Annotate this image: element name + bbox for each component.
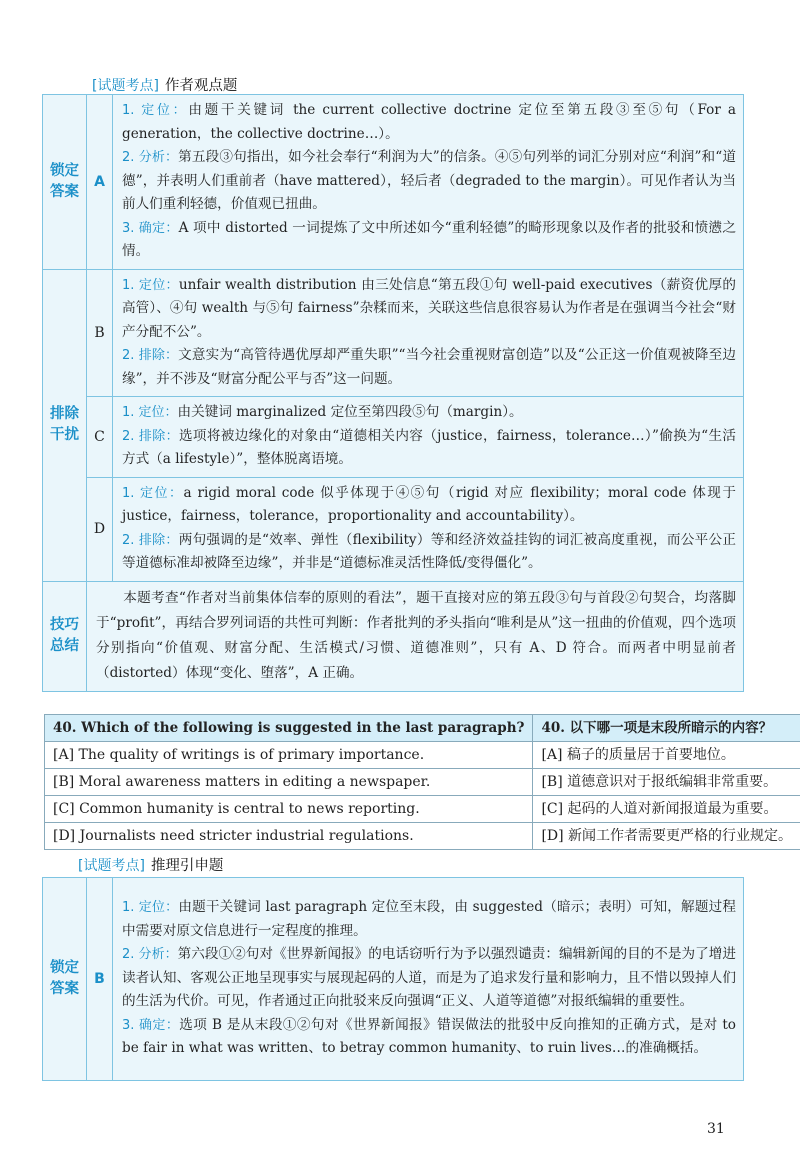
exclude-category: 排除干扰 bbox=[43, 269, 87, 581]
skill-category: 技巧总结 bbox=[43, 581, 87, 691]
section2-analysis-table bbox=[42, 877, 744, 1081]
exclude-row-b bbox=[43, 269, 744, 397]
exclude-body-b bbox=[113, 269, 744, 397]
option-a-en: [A] The quality of writings is of primary importance. bbox=[45, 742, 533, 769]
exclude-body-c bbox=[113, 397, 744, 478]
lock-step-3: 3. 确定：A 项中 distorted 一词提炼了文中所述如今“重利轻德”的畸形现象以及作者的批驳和愤懑之情。 bbox=[122, 219, 736, 259]
exclude-option-c: C bbox=[87, 397, 113, 478]
exclude-body-d bbox=[113, 477, 744, 581]
exclude-c-step-1: 1. 定位：由关键词 marginalized 定位至第四段⑤句（margin）。 bbox=[122, 404, 523, 420]
section2-tag-text: 推理引申题 bbox=[150, 858, 224, 874]
section1-analysis-table bbox=[42, 94, 744, 692]
section2-tag bbox=[78, 854, 223, 875]
lock2-step-3: 3. 确定：选项 B 是从末段①②句对《世界新闻报》错误做法的批驳中反向推知的正确方式，是对 to be fair in what was written、to betray common humanity、to ruin lives…的准确概括。 bbox=[122, 1016, 736, 1057]
option-c-en: [C] Common humanity is central to news reporting. bbox=[45, 796, 533, 823]
option-d-en: [D] Journalists need stricter industrial regulations. bbox=[45, 823, 533, 850]
lock-answer-body bbox=[113, 95, 744, 270]
option-a-cn: [A] 稿子的质量居于首要地位。 bbox=[533, 742, 800, 769]
exclude-d-step-1: 1. 定位：a rigid moral code 似乎体现于④⑤句（rigid 对应 flexibility；moral code 体现于 justice，fairness，tolerance，proportionality and accountability）。 bbox=[122, 484, 736, 524]
question40-option-row bbox=[45, 823, 800, 850]
lock-answer-row-2 bbox=[43, 878, 744, 1081]
lock-answer-row bbox=[43, 95, 744, 270]
question40-header-en: 40. Which of the following is suggested in the last paragraph? bbox=[45, 715, 533, 742]
question40-option-row bbox=[45, 769, 800, 796]
lock2-step-2: 2. 分析：第六段①②句对《世界新闻报》的电话窃听行为予以强烈谴责：编辑新闻的目的不是为了增进读者认知、客观公正地呈现事实与展现起码的人道，而是为了追求发行量和影响力，且不惜以毁掉人们的生活为代价。可见，作者通过正向批驳来反向强调“正义、人道等道德”对报纸编辑的重要性。 bbox=[122, 946, 736, 1010]
lock-step-2: 2. 分析：第五段③句指出，如今社会奉行“利润为大”的信条。④⑤句列举的词汇分别对应“利润”和“道德”，并表明人们重前者（have mattered），轻后者（degraded to the margin）。可见作者认为当前人们重利轻德，价值观已扭曲。 bbox=[122, 149, 736, 212]
lock-answer-option-2: B bbox=[87, 878, 113, 1081]
question40-header-cn: 40. 以下哪一项是末段所暗示的内容？ bbox=[533, 715, 800, 742]
lock-answer-option: A bbox=[87, 95, 113, 270]
option-d-cn: [D] 新闻工作者需要更严格的行业规定。 bbox=[533, 823, 800, 850]
lock-step-1: 1. 定位：由题干关键词 the current collective doctrine 定位至第五段③至⑤句（For a generation，the collective doctrine…）。 bbox=[122, 102, 736, 142]
exclude-row-d bbox=[43, 477, 744, 581]
page-number: 31 bbox=[707, 1121, 725, 1137]
skill-summary-text: 本题考查“作者对当前集体信奉的原则的看法”，题干直接对应的第五段③句与首段②句契合，均落脚于“profit”，再结合罗列词语的共性可判断：作者批判的矛头指向“唯利是从”这一扭曲的价值观，四个选项分别指向“价值观、财富分配、生活模式/习惯、道德准则”，只有 A、D 符合。而两者中明显前者（distorted）体现“变化、堕落”，A 正确。 bbox=[87, 581, 744, 691]
section2-tag-label: [试题考点] bbox=[78, 857, 145, 874]
section1-tag-label: [试题考点] bbox=[92, 77, 159, 94]
exclude-d-step-2: 2. 排除：两句强调的是“效率、弹性（flexibility）等和经济效益挂钩的词汇被高度重视，而公平公正等道德标准却被降至边缘”，并非是“道德标准灵活性降低/变得僵化”。 bbox=[122, 531, 736, 571]
exclude-b-step-2: 2. 排除：文意实为“高管待遇优厚却严重失职”“当今社会重视财富创造”以及“公正这一价值观被降至边缘”，并不涉及“财富分配公平与否”这一问题。 bbox=[122, 347, 736, 387]
question40-option-row bbox=[45, 796, 800, 823]
exclude-b-step-1: 1. 定位：unfair wealth distribution 由三处信息“第五段①句 well-paid executives（薪资优厚的高管）、④句 wealth 与⑤句 fairness”杂糅而来，关联这些信息很容易认为作者是在强调当今社会“财产分配不公”。 bbox=[122, 276, 736, 340]
lock-answer-category: 锁定答案 bbox=[43, 95, 87, 270]
exclude-option-b: B bbox=[87, 269, 113, 397]
option-b-cn: [B] 道德意识对于报纸编辑非常重要。 bbox=[533, 769, 800, 796]
section1-tag-text: 作者观点题 bbox=[164, 78, 238, 94]
option-c-cn: [C] 起码的人道对新闻报道最为重要。 bbox=[533, 796, 800, 823]
exclude-option-d: D bbox=[87, 477, 113, 581]
lock-answer-category-2: 锁定答案 bbox=[43, 878, 87, 1081]
lock-answer-body-2 bbox=[113, 878, 744, 1081]
option-b-en: [B] Moral awareness matters in editing a newspaper. bbox=[45, 769, 533, 796]
section1-tag bbox=[92, 74, 237, 95]
question40-header-row bbox=[45, 715, 800, 742]
question40-option-row bbox=[45, 742, 800, 769]
lock2-step-1: 1. 定位：由题干关键词 last paragraph 定位至末段，由 suggested（暗示；表明）可知，解题过程中需要对原文信息进行一定程度的推理。 bbox=[122, 899, 736, 939]
skill-summary-row bbox=[43, 581, 744, 691]
question40-table bbox=[44, 714, 800, 850]
exclude-c-step-2: 2. 排除：选项将被边缘化的对象由“道德相关内容（justice，fairness，tolerance…）”偷换为“生活方式（a lifestyle）”，整体脱离语境。 bbox=[122, 427, 736, 467]
exclude-row-c bbox=[43, 397, 744, 478]
